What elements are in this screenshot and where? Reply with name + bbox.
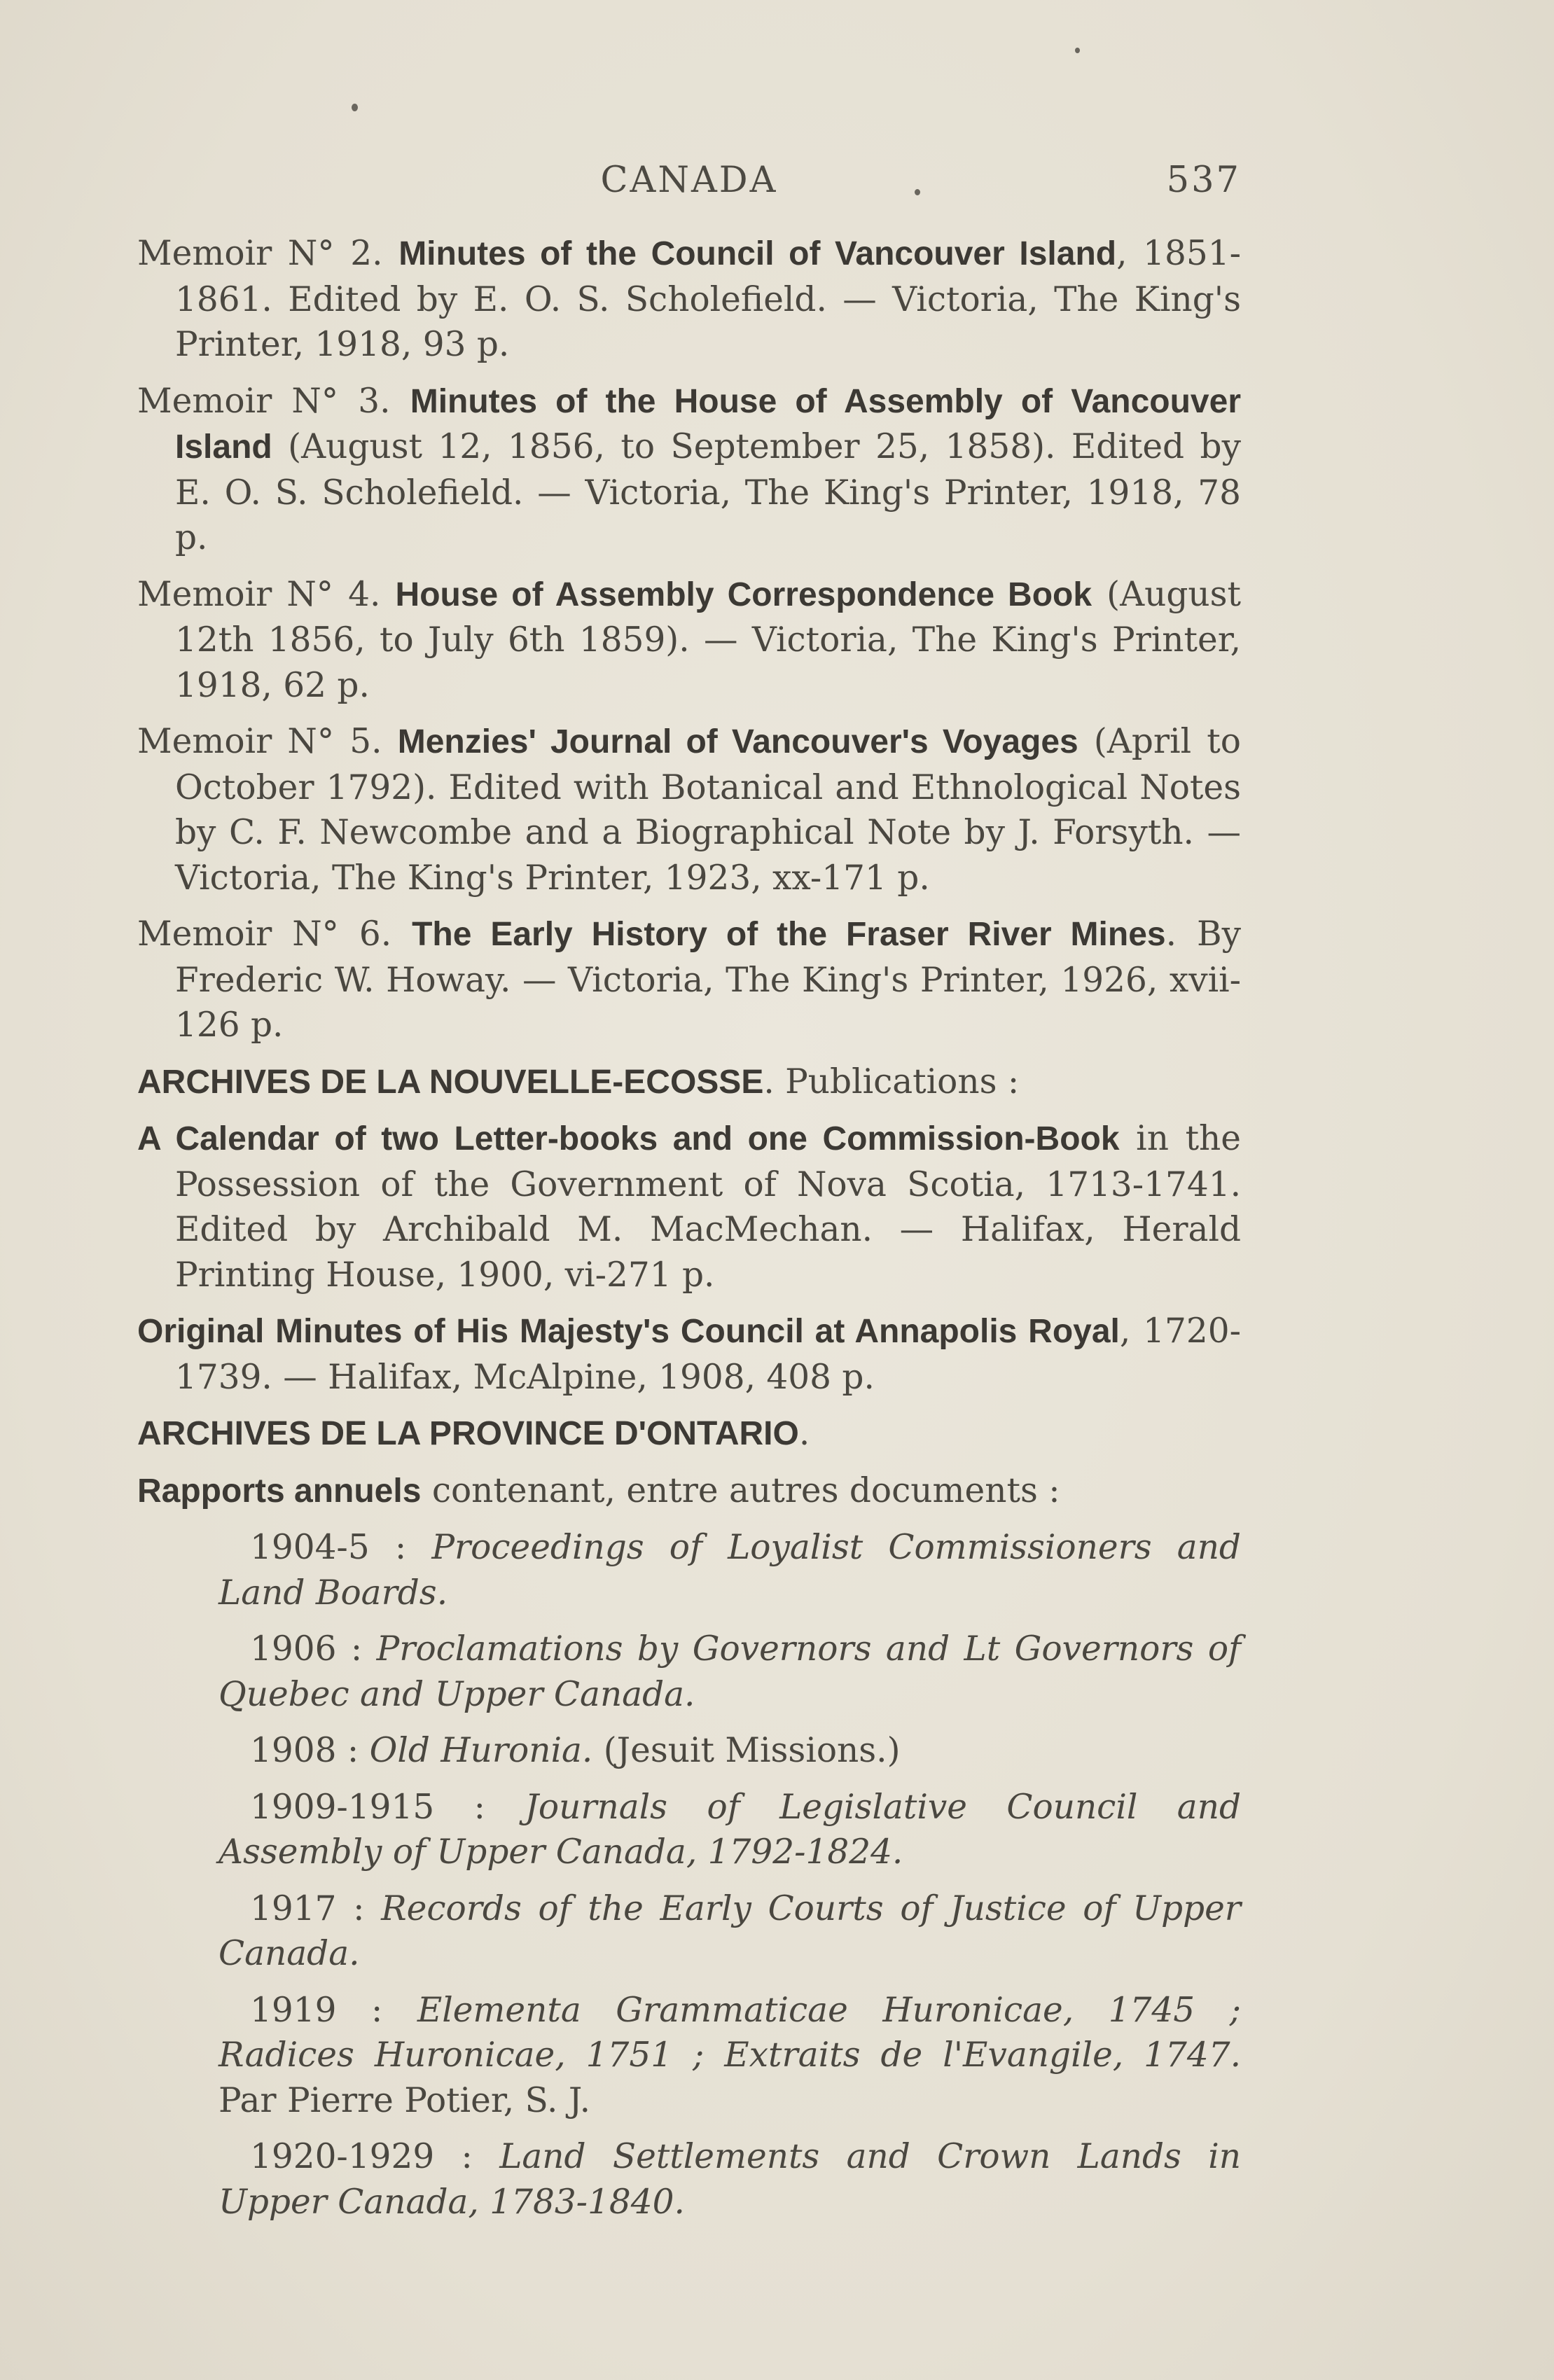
page-number: 537 [1166,160,1241,201]
bibliography-entry-memoir-3 [137,379,1241,561]
entry-details: (April to October 1792). Edited with Botanical and Ethnological Notes by C. F. Newcombe and a Biographical Note by J. Forsyth. — Victoria, The King's Printer, 1923, xx-171 p. [175,722,1241,898]
running-head-title: CANADA [600,160,778,201]
entry-title: Menzies' Journal of Vancouver's Voyages [397,723,1078,760]
entry-title: Minutes of the House of Assembly of Vancouver Island [175,382,1241,466]
section-heading-suffix: . Publications : [763,1062,1020,1101]
entry-lead: Memoir N° 2. [137,234,399,273]
entry-title: Minutes of the Council of Vancouver Island [398,235,1117,272]
report-title: Proceedings of Loyalist Commissioners and Land Boards. [218,1528,1241,1613]
entry-lead: Memoir N° 5. [137,722,398,761]
entry-lead: Memoir N° 6. [137,914,412,954]
report-item-1917 [137,1886,1241,1977]
report-note: (Jesuit Missions.) [592,1731,901,1770]
section-heading-ontario [137,1411,1241,1457]
running-head [137,160,1241,209]
entry-details: (August 12th 1856, to July 6th 1859). — Victoria, The King's Printer, 1918, 62 p. [175,574,1241,705]
section-heading-title: ARCHIVES DE LA PROVINCE D'ONTARIO [137,1415,799,1452]
entry-details: in the Possession of the Government of Nova Scotia, 1713-1741. Edited by Archibald M. MacMechan. — Halifax, Herald Printing House, 1900, vi-271 p. [175,1119,1242,1295]
print-speck [1075,48,1080,53]
entry-details: , 1720-1739. — Halifax, McAlpine, 1908, 408 p. [175,1311,1242,1397]
report-item-1920 [137,2134,1241,2225]
report-title: Land Settlements and Crown Lands in Upper Canada, 1783-1840. [218,2137,1241,2222]
bibliography-entry-memoir-4 [137,572,1241,709]
report-year: 1908 : [250,1731,370,1770]
print-speck [352,104,358,111]
report-item-1919 [137,1988,1241,2124]
report-title: Journals of Legislative Council and Assembly of Upper Canada, 1792-1824. [218,1787,1241,1872]
section-heading-suffix: . [798,1414,810,1453]
report-item-1906 [137,1627,1241,1717]
annual-reports-title: Rapports annuels [137,1472,422,1510]
report-item-1909 [137,1785,1241,1875]
entry-lead: Memoir N° 3. [137,381,410,421]
entry-title: House of Assembly Correspondence Book [395,576,1092,613]
entry-details: (August 12, 1856, to September 25, 1858). Edited by E. O. S. Scholefield. — Victoria, The King's Printer, 1918, 78 p. [175,427,1241,557]
report-item-1904 [137,1525,1241,1615]
bibliography-entry-calendar [137,1116,1241,1297]
bibliography-entry-memoir-2 [137,231,1241,368]
section-heading-title: ARCHIVES DE LA NOUVELLE-ECOSSE [137,1063,764,1101]
entry-title: The Early History of the Fraser River Mines [412,916,1166,953]
entry-lead: Memoir N° 4. [137,574,396,614]
report-year: 1919 : [250,1990,417,2030]
report-note: Par Pierre Potier, S. J. [218,2080,590,2120]
bibliography-entry-memoir-6 [137,912,1241,1048]
report-item-1908 [137,1728,1241,1774]
report-title: Records of the Early Courts of Justice of Upper Canada. [218,1888,1241,1973]
entry-details: , 1851-1861. Edited by E. O. S. Scholefield. — Victoria, The King's Printer, 1918, 93 p. [175,234,1241,364]
entry-details: . By Frederic W. Howay. — Victoria, The King's Printer, 1926, xvii-126 p. [175,914,1242,1045]
bibliography-entry-annapolis [137,1309,1241,1400]
page-body [137,231,1241,2236]
report-year: 1906 : [250,1629,377,1669]
entry-title: Original Minutes of His Majesty's Council at Annapolis Royal [137,1313,1120,1350]
annual-reports-intro [137,1468,1241,1515]
section-heading-nova-scotia [137,1059,1241,1106]
report-year: 1909-1915 : [250,1787,525,1827]
report-title: Elementa Grammaticae Huronicae, 1745 ; Radices Huronicae, 1751 ; Extraits de l'Evangile, 1747. [218,1990,1241,2075]
report-title: Old Huronia. [369,1731,593,1770]
report-title: Proclamations by Governors and Lt Governors of Quebec and Upper Canada. [218,1629,1241,1714]
entry-title: A Calendar of two Letter-books and one Commission-Book [137,1120,1120,1157]
bibliography-entry-memoir-5 [137,719,1241,900]
annual-reports-description: contenant, entre autres documents : [421,1470,1060,1510]
report-year: 1920-1929 : [250,2137,500,2176]
report-year: 1917 : [250,1888,382,1928]
report-year: 1904-5 : [250,1528,432,1567]
